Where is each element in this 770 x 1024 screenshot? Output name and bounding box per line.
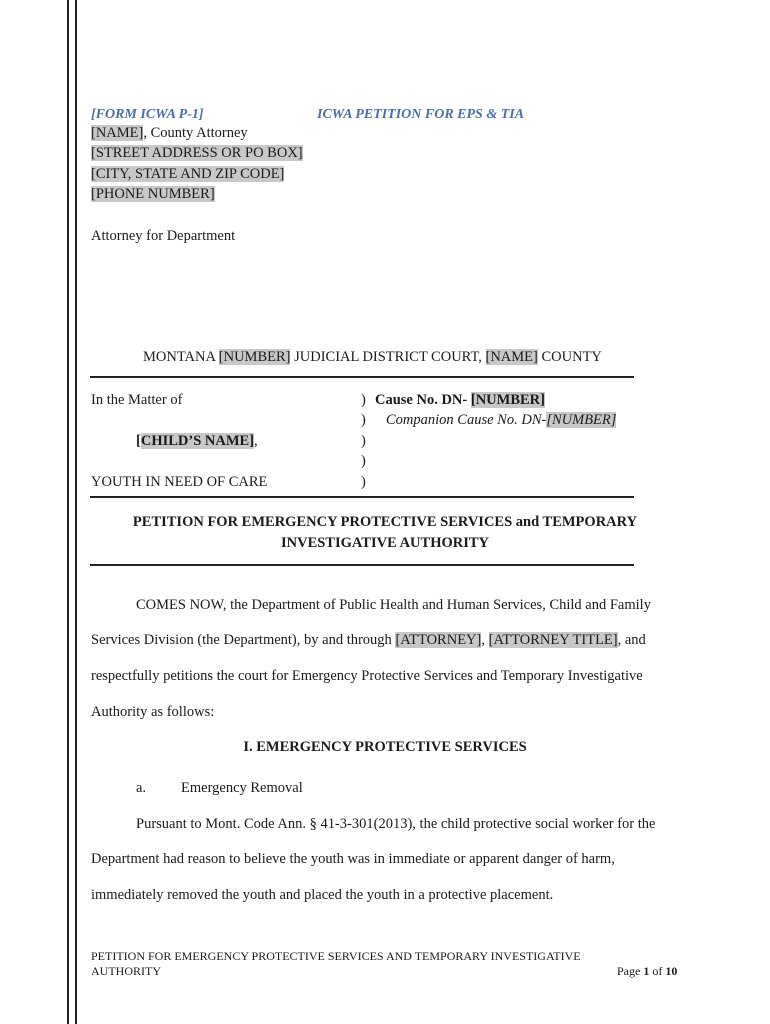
page-total: 10 bbox=[665, 964, 678, 978]
county-attorney-text: , County Attorney bbox=[143, 125, 248, 141]
child-name-placeholder: CHILD’S NAME] bbox=[140, 433, 255, 449]
attorney-placeholder: [ATTORNEY] bbox=[395, 632, 482, 648]
footer-title-line2: AUTHORITY bbox=[91, 964, 161, 978]
title-rule bbox=[90, 564, 634, 566]
paragraph-1-line-4: Authority as follows: bbox=[91, 704, 215, 720]
youth-in-need: YOUTH IN NEED OF CARE bbox=[91, 474, 268, 490]
attorney-for: Attorney for Department bbox=[91, 228, 236, 244]
page-number bbox=[617, 964, 677, 979]
county-name-placeholder: [NAME] bbox=[485, 349, 538, 365]
street-line bbox=[91, 145, 303, 162]
cause-number-placeholder: [NUMBER] bbox=[470, 392, 545, 408]
petition-title-line1: PETITION FOR EMERGENCY PROTECTIVE SERVICES and TEMPORARY bbox=[132, 514, 638, 530]
caption-paren: ) bbox=[361, 433, 366, 449]
paragraph-2-line-3: immediately removed the youth and placed the youth in a protective placement. bbox=[91, 887, 554, 903]
court-heading bbox=[143, 349, 602, 366]
caption-paren: ) bbox=[361, 412, 366, 428]
footer-title-line1: PETITION FOR EMERGENCY PROTECTIVE SERVICES AND TEMPORARY INVESTIGATIVE bbox=[91, 949, 581, 963]
city-line bbox=[91, 166, 284, 183]
p1-comma: , bbox=[481, 632, 489, 648]
companion-label: Companion Cause No. DN- bbox=[386, 412, 547, 428]
paragraph-1-line-2 bbox=[91, 632, 646, 649]
caption-rule-top bbox=[90, 376, 634, 378]
street-placeholder: [STREET ADDRESS OR PO BOX] bbox=[91, 145, 303, 161]
cause-number-line bbox=[375, 392, 545, 409]
caption-paren: ) bbox=[361, 453, 366, 469]
margin-line-outer bbox=[67, 0, 69, 1024]
paragraph-1-line-3: respectfully petitions the court for Emergency Protective Services and Temporary Investigative bbox=[91, 668, 643, 684]
subsection-a-letter: a. bbox=[136, 780, 147, 796]
form-label: [FORM ICWA P-1] bbox=[91, 107, 204, 122]
page-of: of bbox=[649, 964, 666, 978]
companion-number-placeholder: [NUMBER] bbox=[546, 412, 617, 428]
page-label: Page bbox=[617, 964, 644, 978]
caption-paren: ) bbox=[361, 474, 366, 490]
page-current: 1 bbox=[643, 964, 650, 978]
attorney-name-placeholder: [NAME] bbox=[91, 125, 144, 141]
attorney-name-line bbox=[91, 125, 248, 142]
section-heading-eps: I. EMERGENCY PROTECTIVE SERVICES bbox=[243, 739, 527, 755]
district-number-placeholder: [NUMBER] bbox=[218, 349, 291, 365]
caption-paren: ) bbox=[361, 392, 366, 408]
caption-rule-bottom bbox=[90, 496, 634, 498]
paragraph-2-line-2: Department had reason to believe the youth was in immediate or apparent danger of harm, bbox=[91, 851, 615, 867]
court-suffix: COUNTY bbox=[537, 349, 602, 365]
subsection-a-title: Emergency Removal bbox=[181, 780, 303, 796]
in-the-matter: In the Matter of bbox=[91, 392, 183, 408]
companion-cause-line bbox=[386, 412, 616, 429]
petition-title-line2: INVESTIGATIVE AUTHORITY bbox=[280, 535, 490, 551]
paragraph-2-line-1: Pursuant to Mont. Code Ann. § 41-3-301(2013), the child protective social worker for the bbox=[136, 816, 656, 832]
child-name-line bbox=[136, 433, 258, 450]
phone-placeholder: [PHONE NUMBER] bbox=[91, 186, 215, 202]
city-placeholder: [CITY, STATE AND ZIP CODE] bbox=[91, 166, 285, 182]
form-title: ICWA PETITION FOR EPS & TIA bbox=[317, 107, 525, 122]
p1-text-b: , and bbox=[617, 632, 646, 648]
margin-line-inner bbox=[75, 0, 77, 1024]
court-middle: JUDICIAL DISTRICT COURT, bbox=[290, 349, 486, 365]
paragraph-1-line-1: COMES NOW, the Department of Public Health and Human Services, Child and Family bbox=[136, 597, 651, 613]
cause-label: Cause No. DN- bbox=[375, 392, 471, 408]
phone-line bbox=[91, 186, 215, 203]
p1-text-a: Services Division (the Department), by and through bbox=[91, 632, 396, 648]
child-bracket: [ bbox=[136, 433, 141, 449]
attorney-title-placeholder: [ATTORNEY TITLE] bbox=[488, 632, 618, 648]
child-comma: , bbox=[254, 433, 258, 449]
court-prefix: MONTANA bbox=[143, 349, 219, 365]
